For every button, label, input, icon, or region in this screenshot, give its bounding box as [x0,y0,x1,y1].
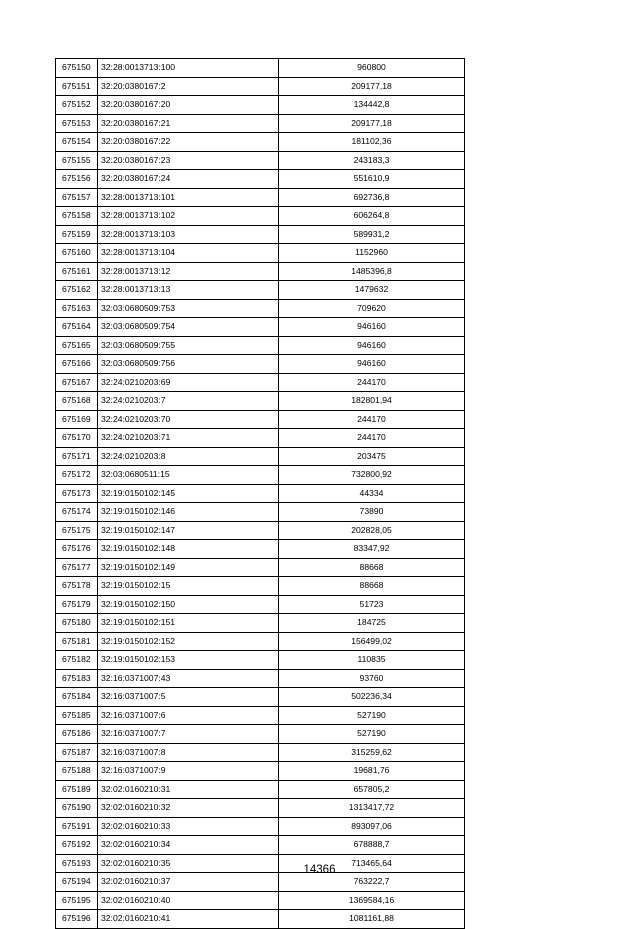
cell-record-id: 675159 [56,225,98,244]
cell-record-id: 675170 [56,429,98,448]
cell-cadastral-number: 32:03:0680511:15 [98,466,279,485]
table-row [56,669,465,688]
cell-record-id: 675168 [56,392,98,411]
table-row [56,688,465,707]
cell-value: 156499,02 [279,632,465,651]
cell-record-id: 675157 [56,188,98,207]
cell-cadastral-number: 32:20:0380167:23 [98,151,279,170]
cell-record-id: 675155 [56,151,98,170]
cell-value: 93760 [279,669,465,688]
cell-value: 181102,36 [279,133,465,152]
table-row [56,503,465,522]
cell-value: 606264,8 [279,207,465,226]
cell-record-id: 675182 [56,651,98,670]
cell-record-id: 675185 [56,706,98,725]
table-row [56,484,465,503]
cell-cadastral-number: 32:16:0371007:6 [98,706,279,725]
cell-value: 692736,8 [279,188,465,207]
table-body [56,59,465,929]
table-row [56,114,465,133]
table-row [56,151,465,170]
cell-record-id: 675188 [56,762,98,781]
cell-value: 182801,94 [279,392,465,411]
cell-cadastral-number: 32:24:0210203:8 [98,447,279,466]
table-row [56,762,465,781]
cell-cadastral-number: 32:02:0160210:32 [98,799,279,818]
table-row [56,836,465,855]
cell-record-id: 675179 [56,595,98,614]
cell-record-id: 675183 [56,669,98,688]
cell-record-id: 675195 [56,891,98,910]
cell-record-id: 675176 [56,540,98,559]
table-row [56,225,465,244]
cell-cadastral-number: 32:19:0150102:15 [98,577,279,596]
cell-cadastral-number: 32:19:0150102:151 [98,614,279,633]
table-row [56,59,465,78]
cell-cadastral-number: 32:19:0150102:153 [98,651,279,670]
cell-record-id: 675160 [56,244,98,263]
cell-record-id: 675151 [56,77,98,96]
cell-record-id: 675166 [56,355,98,374]
cell-cadastral-number: 32:19:0150102:149 [98,558,279,577]
cell-cadastral-number: 32:28:0013713:101 [98,188,279,207]
cell-cadastral-number: 32:28:0013713:104 [98,244,279,263]
cell-value: 763222,7 [279,873,465,892]
cell-cadastral-number: 32:19:0150102:148 [98,540,279,559]
table-row [56,77,465,96]
cell-record-id: 675150 [56,59,98,78]
cell-value: 1485396,8 [279,262,465,281]
table-row [56,188,465,207]
cell-value: 960800 [279,59,465,78]
cell-cadastral-number: 32:24:0210203:69 [98,373,279,392]
cell-cadastral-number: 32:28:0013713:100 [98,59,279,78]
cell-value: 1152960 [279,244,465,263]
table-row [56,595,465,614]
cell-cadastral-number: 32:02:0160210:37 [98,873,279,892]
cell-cadastral-number: 32:03:0680509:756 [98,355,279,374]
cell-value: 946160 [279,336,465,355]
cell-value: 19681,76 [279,762,465,781]
cell-cadastral-number: 32:19:0150102:150 [98,595,279,614]
table-row [56,891,465,910]
cell-cadastral-number: 32:28:0013713:12 [98,262,279,281]
cell-value: 1369584,16 [279,891,465,910]
cell-record-id: 675162 [56,281,98,300]
cell-cadastral-number: 32:02:0160210:31 [98,780,279,799]
cell-value: 88668 [279,558,465,577]
cell-cadastral-number: 32:20:0380167:21 [98,114,279,133]
cell-cadastral-number: 32:19:0150102:147 [98,521,279,540]
table-row [56,429,465,448]
table-row [56,133,465,152]
cell-cadastral-number: 32:20:0380167:2 [98,77,279,96]
cell-cadastral-number: 32:24:0210203:70 [98,410,279,429]
cell-record-id: 675186 [56,725,98,744]
cell-value: 551610,9 [279,170,465,189]
table-row [56,558,465,577]
cell-record-id: 675156 [56,170,98,189]
cell-value: 946160 [279,318,465,337]
cell-value: 209177,18 [279,114,465,133]
cell-cadastral-number: 32:28:0013713:103 [98,225,279,244]
cell-cadastral-number: 32:02:0160210:35 [98,854,279,873]
table-row [56,614,465,633]
cell-record-id: 675178 [56,577,98,596]
table-row [56,373,465,392]
table-row [56,540,465,559]
cell-value: 315259,62 [279,743,465,762]
cell-value: 1479632 [279,281,465,300]
table-row [56,466,465,485]
cell-record-id: 675172 [56,466,98,485]
cell-value: 243183,3 [279,151,465,170]
page-number: 14366 [303,864,336,876]
cell-cadastral-number: 32:03:0680509:754 [98,318,279,337]
cell-value: 678888,7 [279,836,465,855]
table-row [56,96,465,115]
table-row [56,355,465,374]
table-row [56,651,465,670]
cell-value: 209177,18 [279,77,465,96]
cell-cadastral-number: 32:19:0150102:152 [98,632,279,651]
cell-value: 88668 [279,577,465,596]
cell-record-id: 675153 [56,114,98,133]
cell-value: 73890 [279,503,465,522]
cell-cadastral-number: 32:19:0150102:145 [98,484,279,503]
table-row [56,632,465,651]
table-row [56,521,465,540]
data-table [55,58,465,929]
cell-cadastral-number: 32:28:0013713:102 [98,207,279,226]
cell-record-id: 675154 [56,133,98,152]
table-row [56,743,465,762]
cell-cadastral-number: 32:24:0210203:71 [98,429,279,448]
cell-value: 203475 [279,447,465,466]
cell-record-id: 675194 [56,873,98,892]
cell-record-id: 675189 [56,780,98,799]
cell-cadastral-number: 32:20:0380167:22 [98,133,279,152]
table-row [56,817,465,836]
cell-cadastral-number: 32:02:0160210:34 [98,836,279,855]
table-row [56,780,465,799]
cell-cadastral-number: 32:20:0380167:24 [98,170,279,189]
cell-value: 946160 [279,355,465,374]
cell-value: 527190 [279,725,465,744]
cell-record-id: 675177 [56,558,98,577]
cell-value: 657805,2 [279,780,465,799]
cell-value: 244170 [279,429,465,448]
cell-value: 44334 [279,484,465,503]
cell-value: 732800,92 [279,466,465,485]
cell-value: 51723 [279,595,465,614]
cell-record-id: 675180 [56,614,98,633]
cell-record-id: 675193 [56,854,98,873]
table-row [56,170,465,189]
table-row [56,244,465,263]
table-row [56,447,465,466]
cell-value: 244170 [279,410,465,429]
table-row [56,799,465,818]
table-row [56,262,465,281]
cell-record-id: 675171 [56,447,98,466]
cell-value: 244170 [279,373,465,392]
cell-cadastral-number: 32:03:0680509:755 [98,336,279,355]
cell-record-id: 675191 [56,817,98,836]
cell-value: 202828,05 [279,521,465,540]
cell-cadastral-number: 32:24:0210203:7 [98,392,279,411]
cell-cadastral-number: 32:02:0160210:41 [98,910,279,929]
table-row [56,392,465,411]
table-row [56,577,465,596]
cell-record-id: 675174 [56,503,98,522]
cell-cadastral-number: 32:16:0371007:43 [98,669,279,688]
table-row [56,336,465,355]
cell-value: 502236,34 [279,688,465,707]
cell-record-id: 675190 [56,799,98,818]
cell-record-id: 675167 [56,373,98,392]
cell-value: 110835 [279,651,465,670]
table-row [56,318,465,337]
cell-record-id: 675163 [56,299,98,318]
cell-record-id: 675165 [56,336,98,355]
cell-record-id: 675173 [56,484,98,503]
table-row [56,299,465,318]
cell-cadastral-number: 32:16:0371007:9 [98,762,279,781]
cell-value: 709620 [279,299,465,318]
cell-record-id: 675164 [56,318,98,337]
table-row [56,725,465,744]
cell-cadastral-number: 32:02:0160210:33 [98,817,279,836]
table-row [56,910,465,929]
cell-value: 1313417,72 [279,799,465,818]
table-row [56,281,465,300]
cell-value: 893097,06 [279,817,465,836]
cell-cadastral-number: 32:20:0380167:20 [98,96,279,115]
cell-record-id: 675184 [56,688,98,707]
table-row [56,207,465,226]
cell-value: 527190 [279,706,465,725]
cell-cadastral-number: 32:16:0371007:7 [98,725,279,744]
cell-value: 134442,8 [279,96,465,115]
cell-record-id: 675192 [56,836,98,855]
table-row [56,410,465,429]
cell-cadastral-number: 32:16:0371007:5 [98,688,279,707]
cell-record-id: 675175 [56,521,98,540]
cell-value: 184725 [279,614,465,633]
cell-record-id: 675181 [56,632,98,651]
cell-value: 713465,64 [279,854,465,873]
cell-cadastral-number: 32:16:0371007:8 [98,743,279,762]
cell-cadastral-number: 32:28:0013713:13 [98,281,279,300]
cell-record-id: 675169 [56,410,98,429]
cell-record-id: 675161 [56,262,98,281]
cell-cadastral-number: 32:02:0160210:40 [98,891,279,910]
cell-record-id: 675187 [56,743,98,762]
cell-value: 1081161,88 [279,910,465,929]
cell-value: 83347,92 [279,540,465,559]
cell-record-id: 675196 [56,910,98,929]
cell-record-id: 675152 [56,96,98,115]
cell-value: 589931,2 [279,225,465,244]
cell-cadastral-number: 32:03:0680509:753 [98,299,279,318]
cell-cadastral-number: 32:19:0150102:146 [98,503,279,522]
cell-record-id: 675158 [56,207,98,226]
table-row [56,706,465,725]
